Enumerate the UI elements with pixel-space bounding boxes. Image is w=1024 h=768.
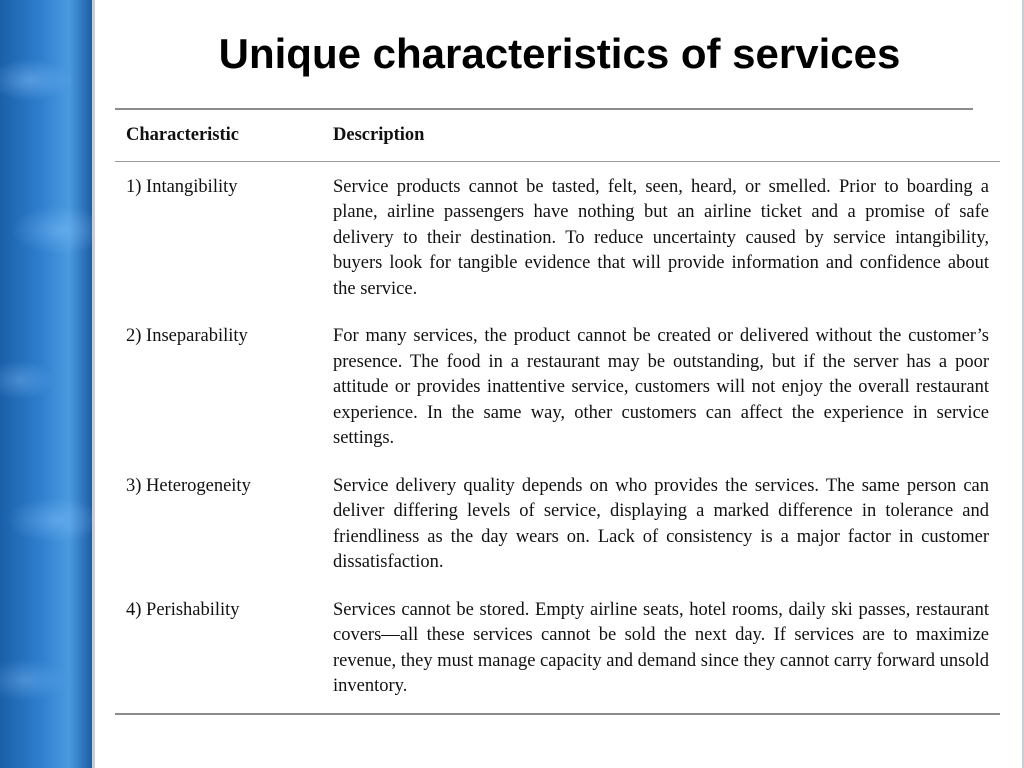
- characteristics-table: [115, 110, 1000, 715]
- description-cell: For many services, the product cannot be created or delivered without the customer’s presence. The food in a restaurant may be outstanding, but if the server has a poor attitude or provides inattentive service, customers will not enjoy the overall restaurant experience. In the same way, other customers can affect the experience in service settings.: [333, 326, 989, 448]
- decorative-side-stripe: [0, 0, 92, 768]
- table-row: [115, 461, 1000, 585]
- side-divider: [92, 0, 95, 768]
- header-description: Description: [322, 110, 1000, 161]
- characteristic-cell: 1) Intangibility: [126, 176, 238, 197]
- header-characteristic: Characteristic: [115, 110, 322, 161]
- table-row: [115, 161, 1000, 311]
- table-header-row: [115, 110, 1000, 161]
- description-cell: Service products cannot be tasted, felt, seen, heard, or smelled. Prior to boarding a plane, airline passengers have nothing but an airline ticket and a promise of safe delivery to their destination. To reduce uncertainty caused by service intangibility, buyers look for tangible evidence that will provide information and confidence about the service.: [333, 176, 989, 299]
- characteristic-cell: 2) Inseparability: [126, 326, 248, 346]
- description-cell: Services cannot be stored. Empty airline seats, hotel rooms, daily ski passes, restaurant covers—all these services cannot be sold the next day. If services are to maximize revenue, they must manage capacity and demand since they cannot carry forward unsold inventory.: [322, 585, 1000, 714]
- slide-title: Unique characteristics of services: [218, 30, 901, 77]
- table-row: [115, 311, 1000, 461]
- characteristic-cell: 4) Perishability: [115, 585, 322, 714]
- description-cell: Service delivery quality depends on who provides the services. The same person can deliver differing levels of service, displaying a marked difference in tolerance and friendliness as the day wears on. Lack of consistency is a major factor in customer dissatisfaction.: [333, 475, 989, 572]
- table-row: [115, 585, 1000, 714]
- characteristic-cell: 3) Heterogeneity: [126, 475, 251, 496]
